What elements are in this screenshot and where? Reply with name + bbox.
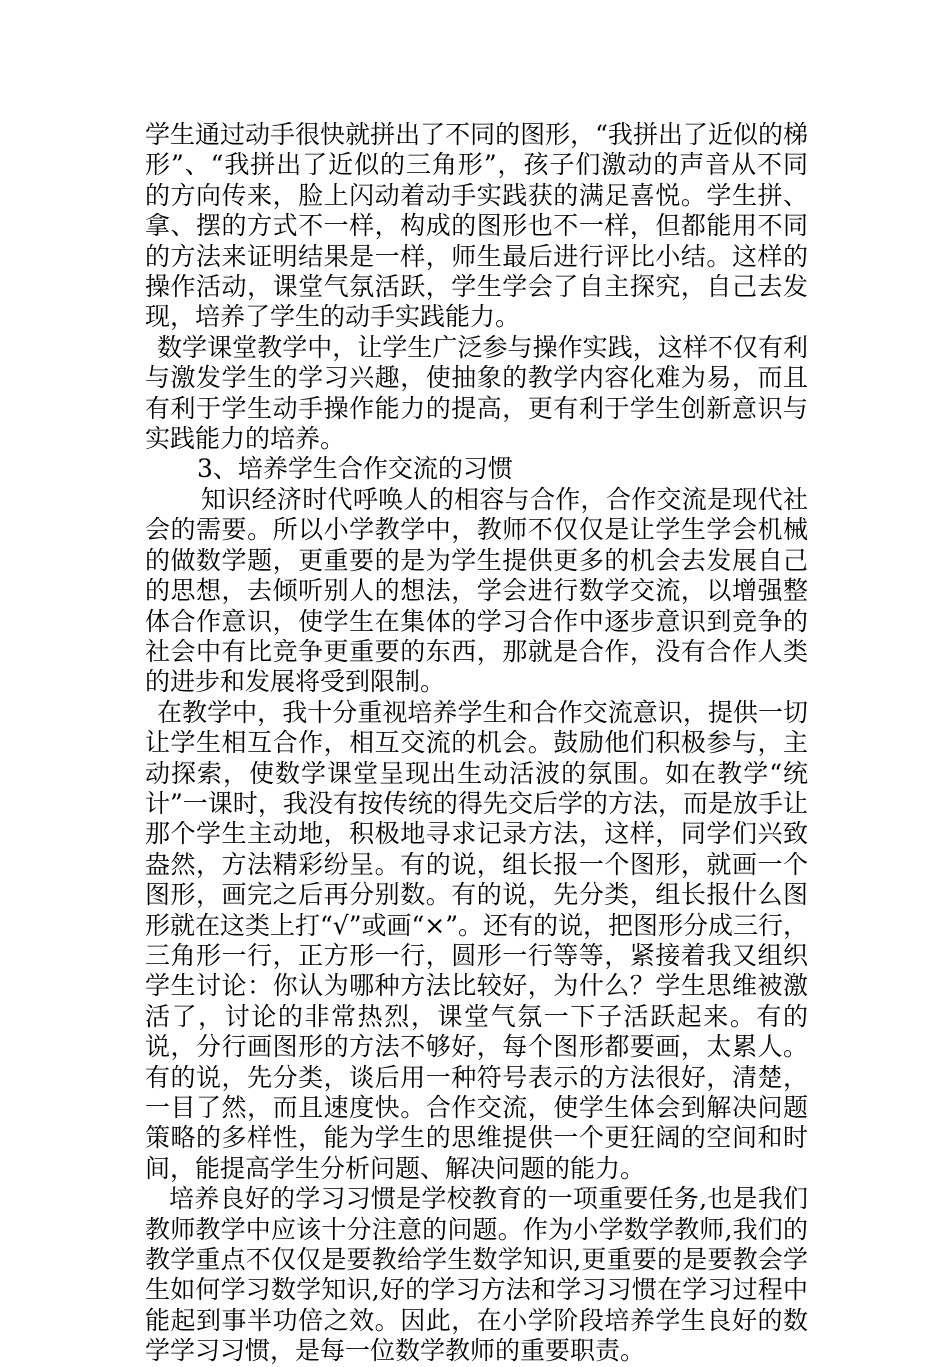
document-body — [145, 120, 808, 1367]
paragraph-teaching-example: 在教学中，我十分重视培养学生和合作交流意识，提供一切让学生相互合作，相互交流的机会。鼓励他们积极参与，主动探索，使数学课堂呈现出生动活波的氛围。如在教学“统计”一课时，我没有按传统的得先交后学的方法，而是放手让那个学生主动地，积极地寻求记录方法，这样，同学们兴致盎然，方法精彩纷呈。有的说，组长报一个图形，就画一个图形，画完之后再分别数。有的说，先分类，组长报什么图形就在这类上打“√”或画“×”。还有的说，把图形分成三行，三角形一行，正方形一行，圆形一行等等，紧接着我又组织学生讨论：你认为哪种方法比较好，为什么？学生思维被激活了，讨论的非常热烈，课堂气氛一下子活跃起来。有的说，分行画图形的方法不够好，每个图形都要画，太累人。有的说，先分类，谈后用一种符号表示的方法很好，清楚，一目了然，而且速度快。合作交流，使学生体会到解决问题策略的多样性，能为学生的思维提供一个更狂阔的空间和时间，能提高学生分析问题、解决问题的能力。 — [145, 697, 809, 1183]
paragraph-operation-practice: 数学课堂教学中，让学生广泛参与操作实践，这样不仅有利与激发学生的学习兴趣，使抽象的教学内容化难为易，而且有利于学生动手操作能力的提高，更有利于学生创新意识与实践能力的培养。 — [145, 332, 808, 454]
section-heading-cooperation: 3、培养学生合作交流的习惯 — [197, 454, 513, 484]
paragraph-hands-on-activity: 学生通过动手很快就拼出了不同的图形，“我拼出了近似的梯形”、“我拼出了近似的三角形”，孩子们激动的声音从不同的方向传来，脸上闪动着动手实践获的满足喜悦。学生拼、拿、摆的方式不一样，构成的图形也不一样，但都能用不同的方法来证明结果是一样，师生最后进行评比小结。这样的操作活动，课堂气氛活跃，学生学会了自主探究，自己去发现，培养了学生的动手实践能力。 — [145, 120, 808, 332]
paragraph-knowledge-economy: 知识经济时代呼唤人的相容与合作，合作交流是现代社会的需要。所以小学教学中，教师不仅仅是让学生学会机械的做数学题，更重要的是为学生提供更多的机会去发展自己的思想，去倾听别人的想法，学会进行数学交流，以增强整体合作意识，使学生在集体的学习合作中逐步意识到竞争的社会中有比竞争更重要的东西，那就是合作，没有合作人类的进步和发展将受到限制。 — [145, 484, 808, 697]
paragraph-learning-habits: 培养良好的学习习惯是学校教育的一项重要任务,也是我们教师教学中应该十分注意的问题。作为小学数学教师,我们的教学重点不仅仅是要教给学生数学知识,更重要的是要教会学生如何学习数学知识,好的学习方法和学习习惯在学习过程中能起到事半功倍之效。因此，在小学阶段培养学生良好的数学学习习惯，是每一位数学教师的重要职责。 — [145, 1184, 808, 1366]
